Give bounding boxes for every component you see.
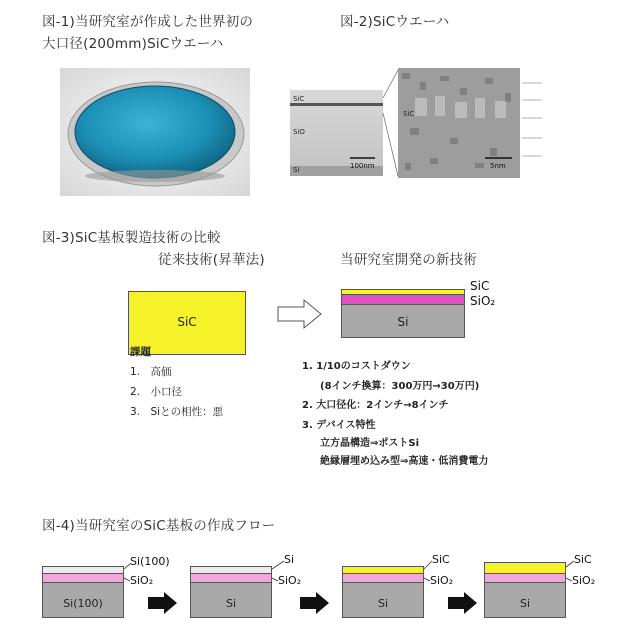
step2-base-label: Si bbox=[225, 597, 237, 610]
fig3-caption: 図-3)SiC基板製造技術の比較 bbox=[42, 230, 221, 246]
tem-label-sic-right: SiC bbox=[403, 110, 415, 118]
step1-top-label: Si(100) bbox=[130, 555, 170, 568]
benefit-item: 1. 1/10のコストダウン bbox=[302, 361, 411, 372]
fig3-right-heading: 当研究室開発の新技術 bbox=[340, 252, 477, 268]
step4-mid-label: SiO₂ bbox=[572, 574, 596, 587]
tem-label-sio2: SiO bbox=[293, 128, 305, 136]
new-sio2-label: SiO₂ bbox=[470, 294, 496, 308]
benefit-item: 2. 大口径化：2インチ→8インチ bbox=[302, 400, 449, 411]
step1-base-label: Si(100) bbox=[63, 597, 103, 610]
issue-item: 2. 小口径 bbox=[130, 386, 183, 398]
step4-base-label: Si bbox=[519, 597, 531, 610]
issue-item: 3. Siとの相性：悪 bbox=[130, 406, 224, 418]
benefit-item: 3. デバイス特性 bbox=[302, 420, 376, 431]
fig1-caption-line2: 大口径(200mm)SiCウエーハ bbox=[42, 36, 224, 52]
step3-top-label: SiC bbox=[432, 553, 450, 566]
issue-item: 1. 高価 bbox=[130, 366, 172, 378]
sic-bulk-label: SiC bbox=[177, 315, 197, 329]
issues-title: 課題 bbox=[130, 346, 151, 358]
step2-mid-label: SiO₂ bbox=[278, 574, 302, 587]
new-sic-label: SiC bbox=[470, 279, 490, 293]
fig3-left-heading: 従来技術(昇華法) bbox=[158, 252, 265, 268]
tem-scale-right: 5nm bbox=[490, 162, 506, 170]
fig2-caption: 図-2)SiCウエーハ bbox=[340, 14, 450, 30]
step1-mid-label: SiO₂ bbox=[130, 574, 154, 587]
step2-top-label: Si bbox=[284, 553, 295, 566]
new-si-label: Si bbox=[397, 315, 409, 329]
tem-label-sic: SiC bbox=[293, 95, 305, 103]
benefit-item: (8インチ換算：300万円→30万円) bbox=[320, 381, 480, 392]
fig4-caption: 図-4)当研究室のSiC基板の作成フロー bbox=[42, 518, 276, 534]
benefit-item: 絶縁層埋め込み型⇒高速・低消費電力 bbox=[320, 456, 489, 467]
tem-label-si: Si bbox=[293, 166, 300, 174]
step3-base-label: Si bbox=[377, 597, 389, 610]
tem-scale-left: 100nm bbox=[350, 162, 375, 170]
fig1-caption-line1: 図-1)当研究室が作成した世界初の bbox=[42, 14, 254, 30]
step3-mid-label: SiO₂ bbox=[430, 574, 454, 587]
benefit-item: 立方晶構造⇒ポストSi bbox=[320, 438, 420, 449]
step4-top-label: SiC bbox=[574, 553, 592, 566]
